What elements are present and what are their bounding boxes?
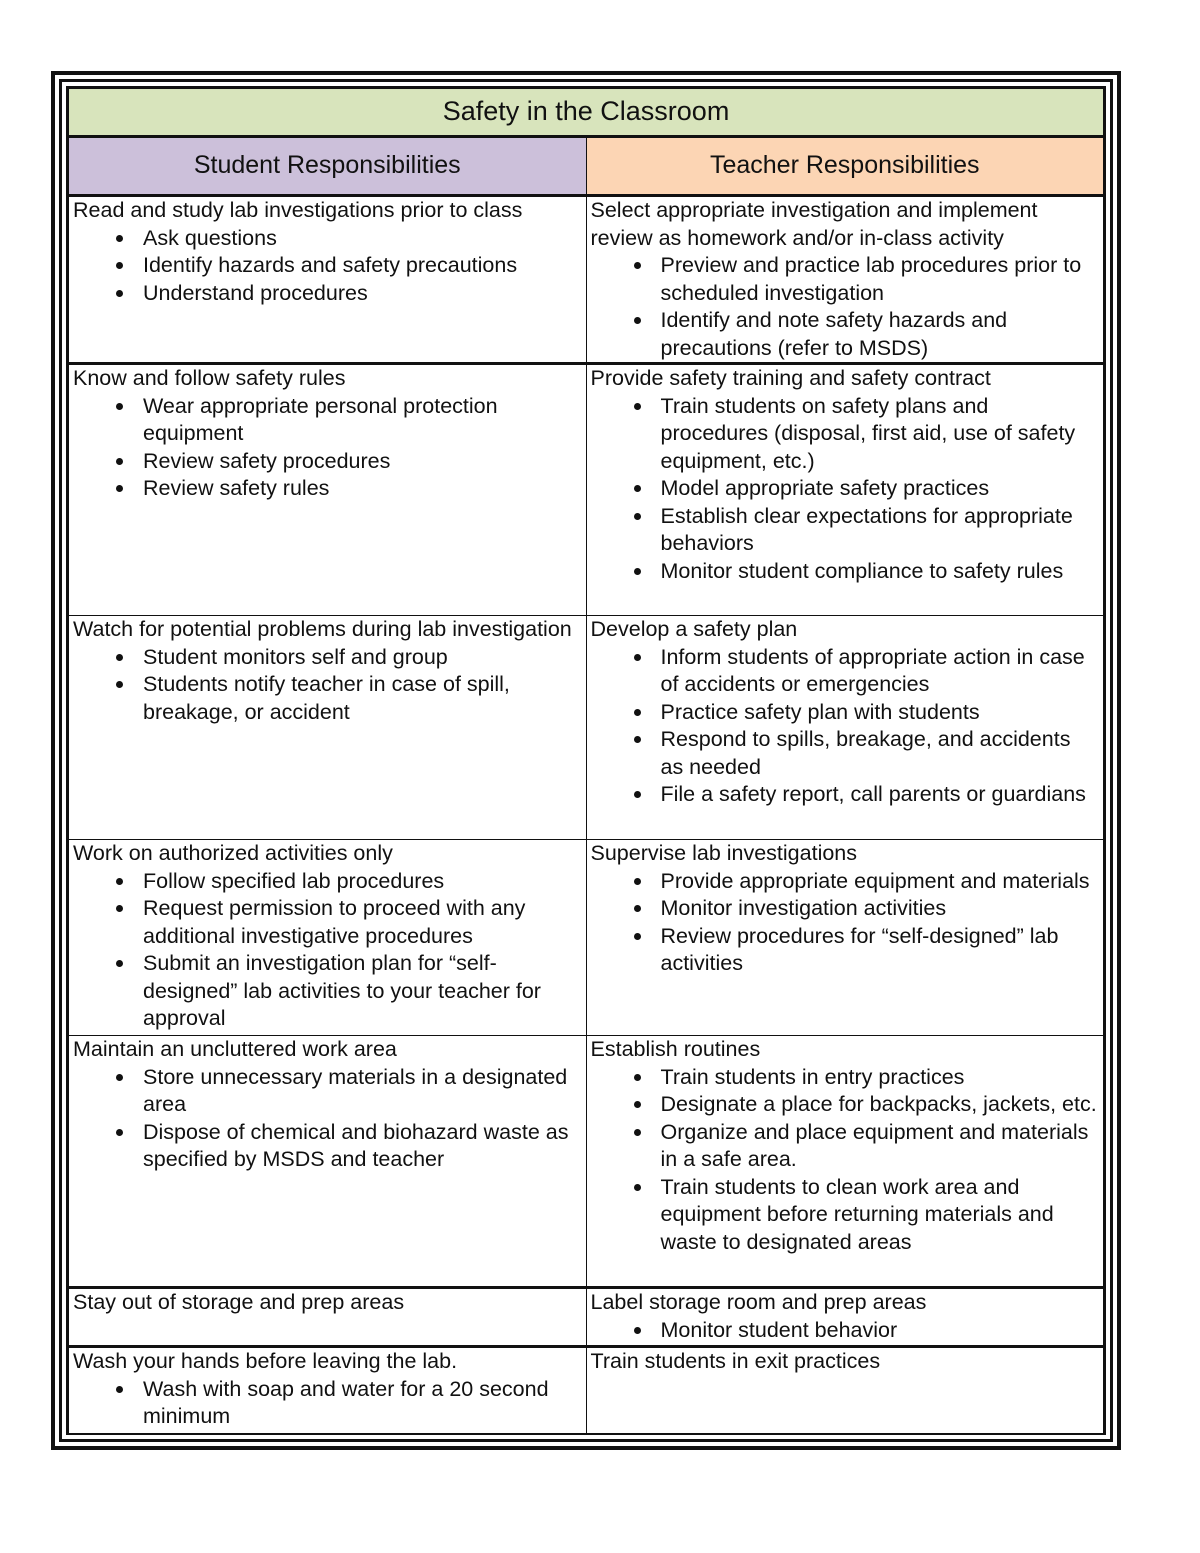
teacher-responsibility-cell: [586, 196, 1104, 364]
teacher-responsibilities-header: Teacher Responsibilities: [586, 137, 1104, 196]
list-item: Wash with soap and water for a 20 second minimum: [143, 1376, 582, 1431]
student-responsibility-list: [73, 1376, 582, 1431]
student-responsibility-heading: Work on authorized activities only: [73, 841, 393, 865]
table-row: [69, 616, 1104, 840]
student-responsibility-list: [73, 1064, 582, 1174]
teacher-responsibility-list: [591, 393, 1100, 586]
list-item: Review procedures for “self-designed” lab activities: [661, 923, 1100, 978]
list-item: Model appropriate safety practices: [661, 475, 1100, 503]
list-item: Organize and place equipment and materials in a safe area.: [661, 1119, 1100, 1174]
teacher-responsibility-cell: [586, 840, 1104, 1036]
teacher-responsibility-cell: [586, 1288, 1104, 1347]
student-responsibilities-header: Student Responsibilities: [69, 137, 587, 196]
document-outer-border: [51, 71, 1121, 1450]
teacher-responsibility-cell: [586, 1347, 1104, 1435]
list-item: Students notify teacher in case of spill, breakage, or accident: [143, 671, 582, 726]
table-row: [69, 840, 1104, 1036]
list-item: Wear appropriate personal protection equipment: [143, 393, 582, 448]
student-responsibility-list: [73, 225, 582, 308]
student-responsibility-heading: Stay out of storage and prep areas: [73, 1290, 405, 1314]
list-item: Dispose of chemical and biohazard waste as specified by MSDS and teacher: [143, 1119, 582, 1174]
list-item: Monitor investigation activities: [661, 895, 1100, 923]
list-item: Follow specified lab procedures: [143, 868, 582, 896]
student-responsibility-cell: [69, 1288, 587, 1347]
list-item: Practice safety plan with students: [661, 699, 1100, 727]
teacher-responsibility-cell: [586, 1036, 1104, 1288]
student-responsibility-heading: Watch for potential problems during lab investigation: [73, 617, 572, 641]
table-row: [69, 1347, 1104, 1435]
responsibilities-table: [68, 88, 1104, 1435]
teacher-responsibility-list: [591, 252, 1100, 362]
list-item: Preview and practice lab procedures prior to scheduled investigation: [661, 252, 1100, 307]
student-responsibility-heading: Read and study lab investigations prior to class: [73, 198, 523, 222]
list-item: Understand procedures: [143, 280, 582, 308]
teacher-responsibility-list: [591, 1064, 1100, 1257]
page-title: Safety in the Classroom: [69, 89, 1104, 137]
list-item: Provide appropriate equipment and materials: [661, 868, 1100, 896]
list-item: Train students to clean work area and equipment before returning materials and waste to designated areas: [661, 1174, 1100, 1257]
teacher-responsibility-list: [591, 868, 1100, 978]
student-responsibility-heading: Maintain an uncluttered work area: [73, 1037, 397, 1061]
list-item: Train students on safety plans and procedures (disposal, first aid, use of safety equipment, etc.): [661, 393, 1100, 476]
list-item: Inform students of appropriate action in case of accidents or emergencies: [661, 644, 1100, 699]
teacher-responsibility-cell: [586, 364, 1104, 616]
student-responsibility-cell: [69, 364, 587, 616]
teacher-responsibility-heading: Provide safety training and safety contract: [590, 366, 991, 390]
teacher-responsibility-list: [591, 644, 1100, 809]
list-item: File a safety report, call parents or guardians: [661, 781, 1100, 809]
student-responsibility-list: [73, 868, 582, 1033]
teacher-responsibility-heading: Select appropriate investigation and implement review as homework and/or in-class activity: [590, 198, 1038, 250]
teacher-responsibility-heading: Train students in exit practices: [590, 1349, 881, 1373]
list-item: Request permission to proceed with any additional investigative procedures: [143, 895, 582, 950]
list-item: Student monitors self and group: [143, 644, 582, 672]
list-item: Review safety rules: [143, 475, 582, 503]
list-item: Identify hazards and safety precautions: [143, 252, 582, 280]
student-responsibility-heading: Wash your hands before leaving the lab.: [73, 1349, 458, 1373]
teacher-responsibility-heading: Supervise lab investigations: [590, 841, 858, 865]
list-item: Review safety procedures: [143, 448, 582, 476]
table-row: [69, 1288, 1104, 1347]
teacher-responsibility-list: [591, 1317, 1100, 1345]
list-item: Identify and note safety hazards and precautions (refer to MSDS): [661, 307, 1100, 362]
list-item: Establish clear expectations for appropriate behaviors: [661, 503, 1100, 558]
list-item: Monitor student behavior: [661, 1317, 1100, 1345]
student-responsibility-cell: [69, 616, 587, 840]
teacher-responsibility-heading: Label storage room and prep areas: [590, 1290, 927, 1314]
table-row: [69, 1036, 1104, 1288]
list-item: Store unnecessary materials in a designated area: [143, 1064, 582, 1119]
list-item: Monitor student compliance to safety rules: [661, 558, 1100, 586]
list-item: Designate a place for backpacks, jackets, etc.: [661, 1091, 1100, 1119]
list-item: Respond to spills, breakage, and accidents as needed: [661, 726, 1100, 781]
responsibilities-table-wrapper: [66, 86, 1106, 1435]
student-responsibility-cell: [69, 196, 587, 364]
document-inner-border: [59, 79, 1113, 1442]
student-responsibility-heading: Know and follow safety rules: [73, 366, 346, 390]
student-responsibility-list: [73, 393, 582, 503]
student-responsibility-list: [73, 644, 582, 727]
teacher-responsibility-cell: [586, 616, 1104, 840]
student-responsibility-cell: [69, 840, 587, 1036]
student-responsibility-cell: [69, 1036, 587, 1288]
table-body: [69, 196, 1104, 1435]
table-row: [69, 196, 1104, 364]
list-item: Ask questions: [143, 225, 582, 253]
student-responsibility-cell: [69, 1347, 587, 1435]
list-item: Train students in entry practices: [661, 1064, 1100, 1092]
list-item: Submit an investigation plan for “self-designed” lab activities to your teacher for approval: [143, 950, 582, 1033]
teacher-responsibility-heading: Develop a safety plan: [590, 617, 798, 641]
teacher-responsibility-heading: Establish routines: [590, 1037, 761, 1061]
table-row: [69, 364, 1104, 616]
